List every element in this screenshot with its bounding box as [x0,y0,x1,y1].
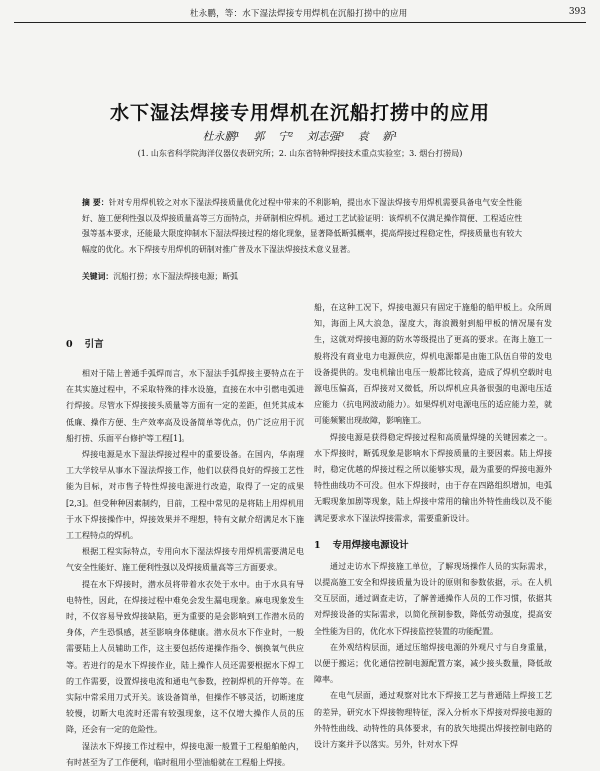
paragraph: 相对于陆上普通手弧焊而言，水下湿法手弧焊接主要特点在于在其实施过程中，不采取特殊的排水设施，直接在水中引燃电弧进行焊接。尽管水下焊接接头质量等方面有一定的差距，但凭其成本低廉、操作方便、生产效率高及设备简单等优点，仍广泛应用于沉船打捞、乐面平台修护等工程[1]。 [66,369,304,443]
right-column [314,300,552,753]
page-number: 393 [568,7,586,17]
author-list: 杜永鹏¹ 郭 宁² 刘志强³ 袁 新¹ [202,130,398,143]
paragraph: 在电气层面，通过观察对比水下焊接工艺与普通陆上焊接工艺的差异，研究水下焊接物理特征，深入分析水下焊接对焊接电源的外特性曲线、动特性的具体要求，有的放矢地提出焊接控制电路的设计方案并予以落实。另外，针对水下焊 [314,691,552,750]
keywords-text: 沉船打捞；水下湿法焊接电源；断弧 [113,272,238,281]
header-rule [14,22,586,23]
paragraph: 提在水下焊接时，潜水员将带着水衣处于水中。由于水具有导电特性，因此，在焊接过程中难免会发生漏电现象。麻电现象发生时，不仅容易导致焊接缺陷，更为重要的是会影响到工作潜水员的身体，产生恐惧感，甚至影响身体健康。潜水员水下作业时，一般需要陆上人员辅助工作，这主要包括传递操作指令、倒换氧气供应等。若进行的是水下焊接作业，陆上操作人员还需要根据水下焊工的工作需要，设置焊接电流和通电气参数，控制焊机的开停等。在实际中常采用刀式开关。该设备简单，但操作不够灵活，切断速度较慢，切断大电流时还需有较强现象，这不仅增大操作人员的压降，还会有一定的危险性。 [66,579,304,735]
running-title: 杜永鹏，等：水下湿法焊接专用焊机在沉船打捞中的应用 [190,9,408,19]
section-title: 专用焊接电源设计 [332,539,409,551]
paragraph: 焊接电源是水下湿法焊接过程中的重要设备。在国内，华南理工大学较早从事水下湿法焊接工作，他们以获得良好的焊接工艺性能为目标，对市售子特性焊接电源进行改造，取得了一定的成果[2,3]。但受种种因素制约，目前，工程中常见的是将陆上用焊机用于水下焊接操作中，焊接效果并不理想，特有文献介绍满足水下施工工程特点的焊机。 [66,450,304,541]
keywords-label: 关键词： [82,272,114,281]
section-title: 引言 [84,339,104,350]
section-number: 1 [314,539,321,551]
abstract [82,195,522,257]
abstract-label: 摘 要： [82,198,109,207]
paragraph: 根据工程实际特点，专用向水下湿法焊接专用焊机需要满足电气安全性能好、施工便利性强以及焊接质量高等三方面要求。 [66,547,304,573]
abstract-text: 针对专用焊机较之对水下湿法焊接质量优化过程中带来的不利影响，提出水下湿法焊接专用焊机需要具备电气安全性能好、施工便利性强以及焊接质量高等三方面特点，并研制相应焊机。通过工艺试验证明：该焊机不仅满足操作简便、工程适应性强等基本要求，还能最大限度抑制水下湿法焊接过程的熔化现象，显著降低断弧概率，提高焊接过程稳定性，焊接质量也有较大幅度的优化。水下焊接专用焊机的研制对推广普及水下湿法焊接技术意义显著。 [82,198,523,254]
paragraph: 通过走访水下焊接施工单位，了解现场操作人员的实际需求，以提高施工安全和焊接质量为设计的原则和参数依据，示。在人机交互层面，通过调查走访，了解普通操作人员的工作习惯，依据其对焊接设备的实际需求，以简化预制参数，降低劳动强度，提高安全性能为目的，优化水下焊接监控装置的功能配置。 [314,561,552,636]
paragraph: 船，在这种工况下，焊接电源只有固定于施船的船甲板上。众所周知，海面上风大浪急，湿度大，海浪溅射到船甲板的情况屡有发生，这就对焊接电源的防水等级提出了更高的要求。在海上施工一般将没有商业电力电源供应，焊机电源都是由施工队伍自带的发电设备提供的。发电机输出电压一般都比较高，造成了焊机空载时电源电压偏高，百焊接对又微低，所以焊机应具备很强的电源电压适应能力（抗电网波动能力）。如果焊机对电源电压的适应能力差，就可能频繁出现故障，影响施工。 [314,303,552,426]
paragraph: 焊接电源是获得稳定焊接过程和高质量焊缝的关键因素之一。水下焊接时，断弧现象是影响水下焊接质量的主要因素。陆上焊接时，稳定优越的焊接过程之所以能够实现，最为重要的焊接电源外特性曲线功不可没。但水下焊接时，由于存在四路组织增加，电弧无暇现象加剧等现象，陆上焊接中常用的输出外特性曲线以及不能满足要求水下湿法焊接需求，需要重新设计。 [314,432,552,523]
left-column [66,300,304,771]
paper-title: 水下湿法焊接专用焊机在沉船打捞中的应用 [109,102,490,124]
paragraph: 在外观结构层面，通过压缩焊接电源的外观尺寸与自身重量，以便于搬运；优化通信控制电源配置方案，减少接头数量，降低故障率。 [314,642,552,685]
paragraph: 湿法水下焊接工作过程中，焊接电源一般置于工程船舶舱内，有时甚至为了工作便利，临时租用小型油船就在工程船上焊接。 [66,741,304,767]
affiliations: (1. 山东省科学院海洋仪器仪表研究所；2. 山东省特种焊接技术重点实验室；3. 烟台打捞局) [137,149,463,158]
page-header [0,0,600,24]
keywords [82,271,522,282]
section-heading-design [314,537,552,555]
section-number: 0 [66,339,73,350]
section-heading-intro [66,336,304,354]
